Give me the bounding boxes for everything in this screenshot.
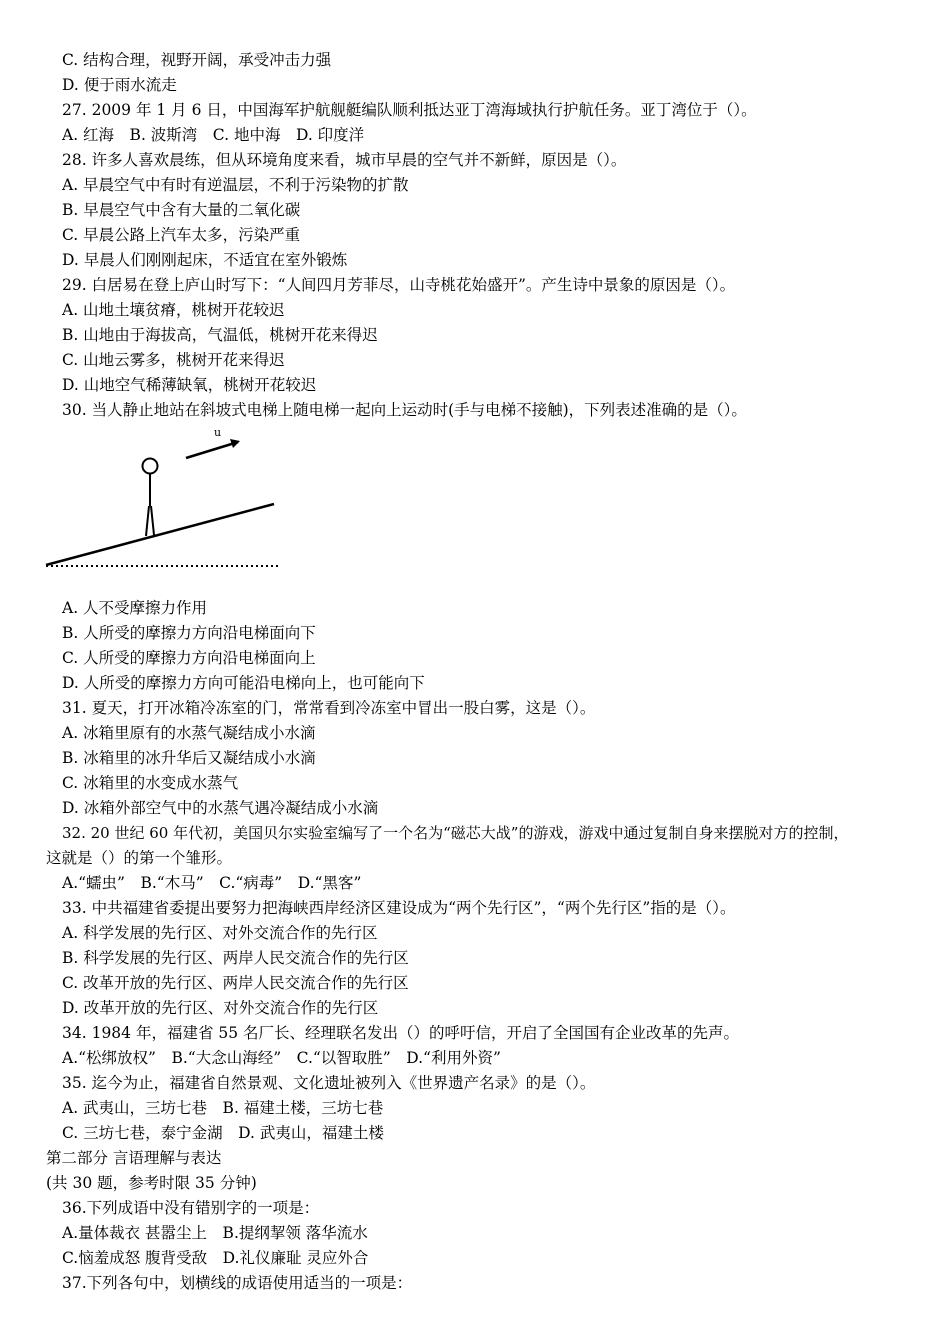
option-28d: D. 早晨人们刚刚起床，不适宜在室外锻炼 [62,251,348,269]
question-28: 28. 许多人喜欢晨练，但从环境角度来看，城市早晨的空气并不新鲜，原因是（）。 [62,151,627,169]
option-28a: A. 早晨空气中有时有逆温层，不利于污染物的扩散 [62,176,409,194]
question-35: 35. 迄今为止，福建省自然景观、文化遗址被列入《世界遗产名录》的是（）。 [62,1074,596,1092]
option-31a: A. 冰箱里原有的水蒸气凝结成小水滴 [62,724,316,742]
question-36: 36.下列成语中没有错别字的一项是： [62,1199,320,1217]
escalator-figure [40,424,290,574]
escalator-slope [46,504,274,565]
question-32: 32. 20 世纪 60 年代初，美国贝尔实验室编写了一个名为“磁芯大战”的游戏，游戏中通过复制自身来摆脱对方的控制， [62,824,849,842]
option-26d: D. 便于雨水流走 [62,76,177,94]
option-29d: D. 山地空气稀薄缺氧，桃树开花较迟 [62,376,317,394]
option-31b: B. 冰箱里的冰升华后又凝结成小水滴 [62,749,316,767]
options-35-cd: C. 三坊七巷，泰宁金湖 D. 武夷山，福建土楼 [62,1124,384,1142]
question-34: 34. 1984 年，福建省 55 名厂长、经理联名发出（）的呼吁信，开启了全国国有企业改革的先声。 [62,1024,740,1042]
options-27: A. 红海 B. 波斯湾 C. 地中海 D. 印度洋 [62,126,365,144]
option-31c: C. 冰箱里的水变成水蒸气 [62,774,239,792]
option-33b: B. 科学发展的先行区、两岸人民交流合作的先行区 [62,949,409,967]
velocity-label: u [214,426,222,439]
option-33d: D. 改革开放的先行区、对外交流合作的先行区 [62,999,379,1017]
option-28c: C. 早晨公路上汽车太多，污染严重 [62,226,301,244]
options-34: A.“松绑放权” B.“大念山海经” C.“以智取胜” D.“利用外资” [62,1049,501,1067]
question-29: 29. 白居易在登上庐山时写下：“人间四月芳菲尽，山寺桃花始盛开”。产生诗中景象的原因是（）。 [62,276,736,294]
option-30a: A. 人不受摩擦力作用 [62,599,208,617]
option-33a: A. 科学发展的先行区、对外交流合作的先行区 [62,924,378,942]
person-figure [143,459,158,537]
options-35-ab: A. 武夷山，三坊七巷 B. 福建土楼，三坊七巷 [62,1099,384,1117]
question-30: 30. 当人静止地站在斜坡式电梯上随电梯一起向上运动时(手与电梯不接触)，下列表述准确的是（）。 [62,401,747,419]
question-37: 37.下列各句中，划横线的成语使用适当的一项是： [62,1274,413,1292]
option-28b: B. 早晨空气中含有大量的二氧化碳 [62,201,301,219]
option-30c: C. 人所受的摩擦力方向沿电梯面向上 [62,649,316,667]
section-note: (共 30 题，参考时限 35 分钟) [46,1174,257,1192]
options-32: A.“蠕虫” B.“木马” C.“病毒” D.“黑客” [62,874,362,892]
option-31d: D. 冰箱外部空气中的水蒸气遇冷凝结成小水滴 [62,799,379,817]
question-31: 31. 夏天，打开冰箱冷冻室的门，常常看到冷冻室中冒出一股白雾，这是（）。 [62,699,596,717]
option-26c: C. 结构合理，视野开阔，承受冲击力强 [62,51,332,69]
option-33c: C. 改革开放的先行区、两岸人民交流合作的先行区 [62,974,409,992]
section-heading: 第二部分 言语理解与表达 [46,1149,222,1167]
velocity-arrow [186,439,240,458]
options-36-ab: A.量体裁衣 甚嚣尘上 B.提纲挈领 落华流水 [62,1224,368,1242]
option-29c: C. 山地云雾多，桃树开花来得迟 [62,351,285,369]
option-29b: B. 山地由于海拔高，气温低，桃树开花来得迟 [62,326,378,344]
question-32-cont: 这就是（）的第一个雏形。 [46,849,233,867]
option-30d: D. 人所受的摩擦力方向可能沿电梯向上，也可能向下 [62,674,425,692]
options-36-cd: C.恼羞成怒 腹背受敌 D.礼仪廉耻 灵应外合 [62,1249,369,1267]
option-30b: B. 人所受的摩擦力方向沿电梯面向下 [62,624,316,642]
question-33: 33. 中共福建省委提出要努力把海峡西岸经济区建设成为“两个先行区”，“两个先行区”指的是（）。 [62,899,736,917]
question-27: 27. 2009 年 1 月 6 日，中国海军护航舰艇编队顺利抵达亚丁湾海域执行护航任务。亚丁湾位于（）。 [62,101,757,119]
option-29a: A. 山地土壤贫瘠，桃树开花较迟 [62,301,285,319]
